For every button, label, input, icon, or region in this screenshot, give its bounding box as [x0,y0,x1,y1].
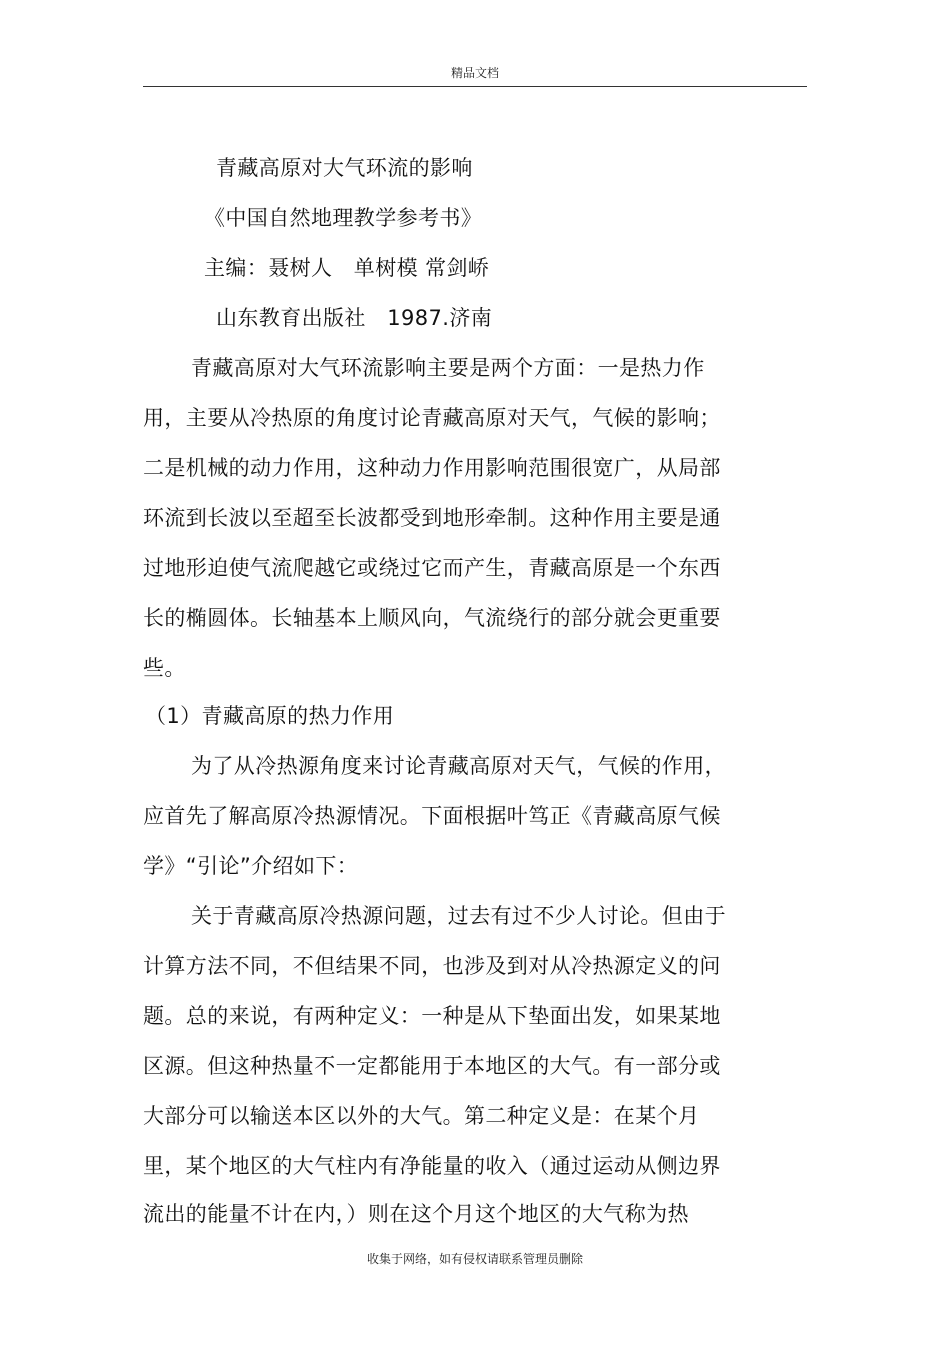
body-line: 学》“引论”介绍如下： [143,854,359,878]
body-line: 区源。但这种热量不一定都能用于本地区的大气。有一部分或 [143,1054,721,1078]
publisher-line: 山东教育出版社 1987.济南 [216,306,493,330]
body-line: 关于青藏高原冷热源问题，过去有过不少人讨论。但由于 [191,904,726,928]
body-line: 为了从冷热源角度来讨论青藏高原对天气，气候的作用， [191,754,726,778]
article-title: 青藏高原对大气环流的影响 [216,156,473,180]
editors-line: 主编：聂树人 单树模 常剑峤 [204,256,490,280]
body-line: 大部分可以输送本区以外的大气。第二种定义是：在某个月 [143,1104,700,1128]
body-line: 流出的能量不计在内，）则在这个月这个地区的大气称为热 [143,1202,689,1226]
body-line: 题。总的来说，有两种定义：一种是从下垫面出发，如果某地 [143,1004,721,1028]
page-header: 精品文档 [450,66,499,80]
header-divider [143,86,807,87]
book-title: 《中国自然地理教学参考书》 [204,206,483,230]
body-line: 青藏高原对大气环流影响主要是两个方面：一是热力作 [191,356,705,380]
body-line: 过地形迫使气流爬越它或绕过它而产生，青藏高原是一个东西 [143,556,721,580]
body-line: 环流到长波以至超至长波都受到地形牵制。这种作用主要是通 [143,506,721,530]
body-line: 长的椭圆体。长轴基本上顺风向，气流绕行的部分就会更重要 [143,606,721,630]
page-footer: 收集于网络，如有侵权请联系管理员删除 [366,1252,583,1266]
body-line: 应首先了解高原冷热源情况。下面根据叶笃正《青藏高原气候 [143,804,721,828]
section-heading: （1）青藏高原的热力作用 [145,704,395,728]
body-line: 用，主要从冷热原的角度讨论青藏高原对天气，气候的影响； [143,406,721,430]
body-line: 二是机械的动力作用，这种动力作用影响范围很宽广，从局部 [143,456,721,480]
body-line: 计算方法不同，不但结果不同，也涉及到对从冷热源定义的问 [143,954,721,978]
body-line: 些。 [143,656,186,680]
body-line: 里，某个地区的大气柱内有净能量的收入（通过运动从侧边界 [143,1154,721,1178]
